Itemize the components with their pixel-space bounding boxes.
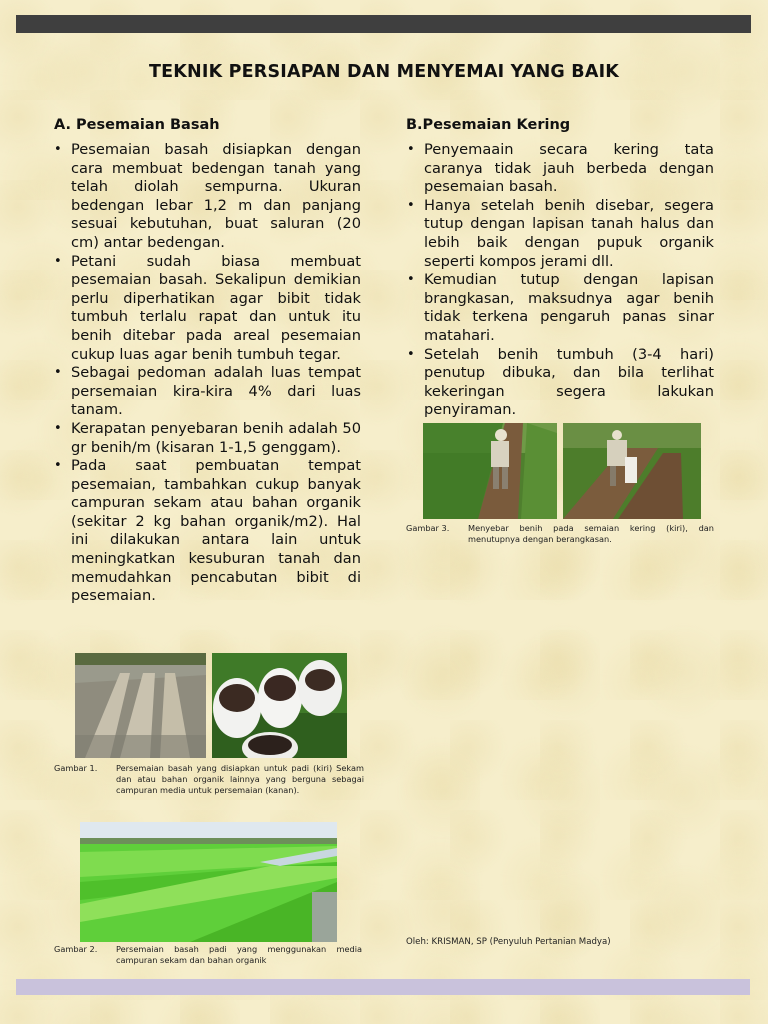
photo-wet-seedbed-green xyxy=(80,822,337,942)
list-item: • Petani sudah biasa membuat pesemaian basah. Sekalipun demikian perlu diperhatikan agar bibit tidak tumbuh terlalu rapat dan untuk itu benih ditebar pada areal pesemaian cukup luas agar benih tumbuh tegar. xyxy=(54,253,361,365)
photo-wet-seedbed-prepared xyxy=(75,653,206,758)
photo-sowing-dry-seedbed xyxy=(423,423,557,519)
author-credit: Oleh: KRISMAN, SP (Penyuluh Pertanian Madya) xyxy=(406,937,611,947)
list-item: • Setelah benih tumbuh (3-4 hari) penutup dibuka, dan bila terlihat kekeringan segera lakukan penyiraman. xyxy=(407,346,714,420)
list-item: • Pesemaian basah disiapkan dengan cara membuat bedengan tanah yang telah diolah sempurna. Ukuran bedengan lebar 1,2 m dan panjang sesuai kebutuhan, buat saluran (20 cm) antar bedengan. xyxy=(54,141,361,253)
list-item: • Pada saat pembuatan tempat pesemaian, tambahkan cukup banyak campuran sekam atau bahan organik (sekitar 2 kg bahan organik/m2). Hal ini dilakukan antara lain untuk meningkatkan kesuburan tanah dan memudahkan pencabutan bibit di pesemaian. xyxy=(54,457,361,606)
section-a-heading: A. Pesemaian Basah xyxy=(54,117,220,133)
section-a-list xyxy=(54,141,361,606)
list-item: • Sebagai pedoman adalah luas tempat persemaian kira-kira 4% dari luas tanam. xyxy=(54,364,361,420)
figure-3-caption xyxy=(406,523,716,547)
figure-1-label: Gambar 1. xyxy=(54,763,98,773)
list-item: • Hanya setelah benih disebar, segera tutup dengan lapisan tanah halus dan lebih baik dengan pupuk organik seperti kompos jerami dll. xyxy=(407,197,714,271)
section-b-heading: B.Pesemaian Kering xyxy=(406,117,571,133)
figure-3-label: Gambar 3. xyxy=(406,523,450,533)
top-bar xyxy=(16,15,751,33)
page-title: TEKNIK PERSIAPAN DAN MENYEMAI YANG BAIK xyxy=(148,62,620,82)
list-item: • Kemudian tutup dengan lapisan brangkasan, maksudnya agar benih tidak terkena pengaruh panas sinar matahari. xyxy=(407,271,714,345)
list-item: • Penyemaain secara kering tata caranya tidak jauh berbeda dengan pesemaian basah. xyxy=(407,141,714,197)
section-b-list xyxy=(407,141,714,420)
photo-covering-dry-seedbed xyxy=(563,423,701,519)
list-item: • Kerapatan penyebaran benih adalah 50 gr benih/m (kisaran 1-1,5 genggam). xyxy=(54,420,361,457)
figure-2-text: Persemaian basah padi yang menggunakan media campuran sekam dan bahan organik xyxy=(116,944,362,965)
figure-2-caption xyxy=(54,944,364,968)
figure-3-text: Menyebar benih pada semaian kering (kiri), dan menutupnya dengan berangkasan. xyxy=(468,523,714,544)
photo-husk-bags xyxy=(212,653,347,758)
figure-1-text: Persemaian basah yang disiapkan untuk padi (kiri) Sekam dan atau bahan organik lainnya yang berguna sebagai campuran media untuk persemaian (kanan). xyxy=(116,763,364,795)
figure-1-caption xyxy=(54,763,364,799)
bottom-bar xyxy=(16,979,750,995)
figure-2-label: Gambar 2. xyxy=(54,944,98,954)
